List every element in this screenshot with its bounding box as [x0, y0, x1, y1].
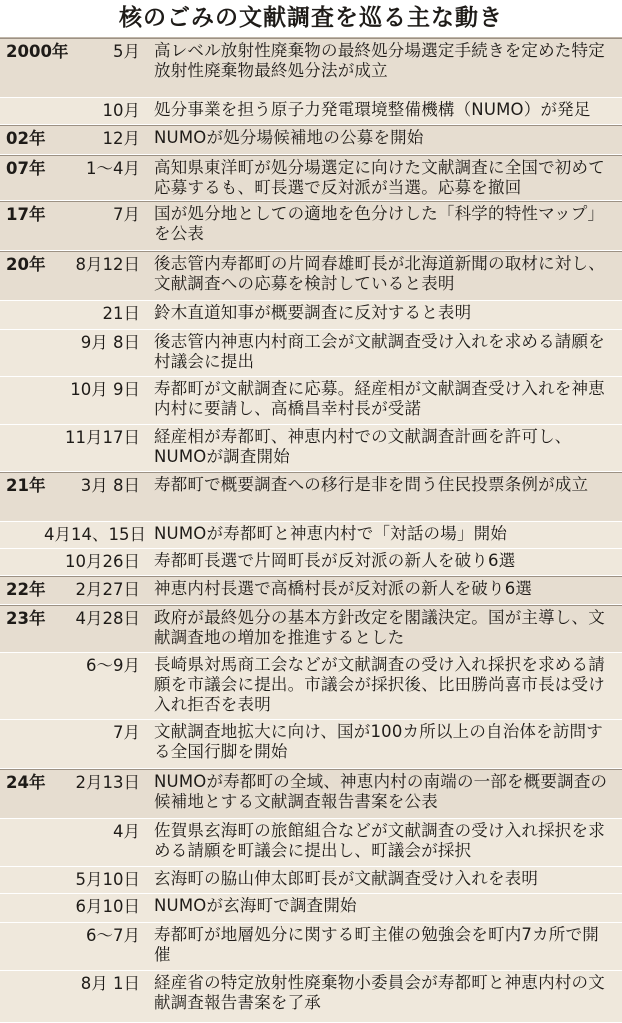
timeline-entry — [0, 201, 622, 251]
entry-description: 経産省の特定放射性廃棄物小委員会が寿都町と神恵内村の文献調査報告書案を了承 — [154, 973, 605, 1012]
entry-date: 4月28日 — [75, 609, 140, 628]
timeline-entry — [0, 377, 622, 425]
entry-date: 5月 — [113, 42, 140, 61]
entry-date: 6〜9月 — [86, 656, 140, 675]
timeline-entry — [0, 720, 622, 769]
entry-date: 3月 8日 — [80, 476, 140, 495]
timeline-entry — [0, 38, 622, 98]
entry-date: 21日 — [102, 304, 140, 323]
entry-year: 2000年 — [6, 42, 69, 61]
entry-year — [0, 301, 44, 329]
entry-year — [0, 549, 44, 575]
timeline-entry — [0, 867, 622, 894]
timeline-entry — [0, 155, 622, 201]
entry-description: 佐賀県玄海町の旅館組合などが文献調査の受け入れ採択を求める請願を町議会に提出し、町議会が採択 — [154, 821, 605, 860]
entry-year — [0, 923, 44, 970]
entry-description: 高レベル放射性廃棄物の最終処分場選定手続きを定めた特定放射性廃棄物最終処分法が成立 — [154, 41, 605, 80]
entry-date: 10月 — [102, 101, 140, 120]
entry-year — [0, 522, 44, 548]
entry-year — [0, 720, 44, 768]
entry-date: 1〜4月 — [86, 159, 140, 178]
entry-year — [0, 867, 44, 893]
entry-description: 後志管内神恵内村商工会が文献調査受け入れを求める請願を村議会に提出 — [154, 332, 605, 371]
entry-year: 02年 — [6, 129, 46, 148]
timeline-entry — [0, 769, 622, 819]
entry-date: 4月 — [113, 822, 140, 841]
entry-year: 22年 — [6, 580, 46, 599]
entry-description: 文献調査地拡大に向け、国が100カ所以上の自治体を訪問する全国行脚を開始 — [154, 722, 603, 761]
entry-description: NUMOが玄海町で調査開始 — [154, 896, 357, 915]
timeline-entry — [0, 576, 622, 605]
entry-year — [0, 653, 44, 719]
entry-description: 鈴木直道知事が概要調査に反対すると表明 — [154, 303, 472, 322]
entry-date: 7月 — [113, 205, 140, 224]
entry-date: 6〜7月 — [86, 926, 140, 945]
timeline-entry — [0, 605, 622, 653]
entry-date: 8月12日 — [75, 255, 140, 274]
timeline-entry — [0, 923, 622, 971]
timeline-entry — [0, 125, 622, 155]
entry-year: 21年 — [6, 476, 46, 495]
entry-description: 長崎県対馬商工会などが文献調査の受け入れ採択を求める請願を市議会に提出。市議会が採択後、比田勝尚喜市長は受け入れ拒否を表明 — [154, 655, 605, 714]
timeline-table — [0, 37, 622, 1023]
entry-date: 7月 — [113, 723, 140, 742]
entry-year: 07年 — [6, 159, 46, 178]
entry-description: 寿都町が文献調査に応募。経産相が文献調査受け入れを神恵内村に要請し、高橋昌幸村長が受諾 — [154, 379, 605, 418]
page-title: 核のごみの文献調査を巡る主な動き — [0, 0, 622, 37]
timeline-entry — [0, 971, 622, 1023]
entry-date: 2月27日 — [75, 580, 140, 599]
entry-year — [0, 971, 44, 1022]
entry-date: 10月26日 — [65, 552, 140, 571]
entry-year — [0, 98, 44, 124]
timeline-entry — [0, 819, 622, 867]
entry-year: 20年 — [6, 255, 46, 274]
entry-description: NUMOが処分場候補地の公募を開始 — [154, 128, 424, 147]
entry-description: 後志管内寿都町の片岡春雄町長が北海道新聞の取材に対し、文献調査への応募を検討していると表明 — [154, 254, 605, 293]
entry-date: 8月 1日 — [80, 974, 140, 993]
entry-year — [0, 377, 44, 424]
entry-date: 6月10日 — [75, 897, 140, 916]
timeline-entry — [0, 425, 622, 472]
entry-description: NUMOが寿都町と神恵内村で「対話の場」開始 — [154, 524, 508, 543]
timeline-entry — [0, 549, 622, 576]
timeline-entry — [0, 251, 622, 301]
entry-year: 24年 — [6, 773, 46, 792]
entry-date: 9月 8日 — [80, 333, 140, 352]
entry-description: 寿都町長選で片岡町長が反対派の新人を破り6選 — [154, 551, 516, 570]
entry-description: 高知県東洋町が処分場選定に向けた文献調査に全国で初めて応募するも、町長選で反対派が当選。応募を撤回 — [154, 158, 605, 197]
entry-date: 10月 9日 — [70, 380, 140, 399]
timeline-entry — [0, 522, 622, 549]
entry-description: 処分事業を担う原子力発電環境整備機構（NUMO）が発足 — [154, 100, 591, 119]
entry-description: 寿都町が地層処分に関する町主催の勉強会を町内7カ所で開催 — [154, 925, 599, 964]
entry-year — [0, 819, 44, 866]
entry-year: 17年 — [6, 205, 46, 224]
entry-date: 2月13日 — [75, 773, 140, 792]
timeline-entry — [0, 301, 622, 330]
entry-date: 11月17日 — [65, 428, 140, 447]
entry-description: 経産相が寿都町、神恵内村での文献調査計画を許可し、NUMOが調査開始 — [154, 427, 572, 466]
entry-date: 5月10日 — [75, 870, 140, 889]
entry-year — [0, 425, 44, 471]
entry-description: 寿都町で概要調査への移行是非を問う住民投票条例が成立 — [154, 475, 589, 494]
entry-description: NUMOが寿都町の全域、神恵内村の南端の一部を概要調査の候補地とする文献調査報告書案を公表 — [154, 772, 608, 811]
timeline-entry — [0, 98, 622, 125]
entry-description: 玄海町の脇山伸太郎町長が文献調査受け入れを表明 — [154, 869, 539, 888]
entry-description: 神恵内村長選で高橋村長が反対派の新人を破り6選 — [154, 579, 533, 598]
entry-description: 政府が最終処分の基本方針改定を閣議決定。国が主導し、文献調査地の増加を推進するとした — [154, 608, 605, 647]
entry-date: 12月 — [102, 129, 140, 148]
entry-date: 4月14、15日 — [44, 525, 146, 544]
entry-year — [0, 330, 44, 376]
entry-year: 23年 — [6, 609, 46, 628]
timeline-entry — [0, 894, 622, 923]
timeline-entry — [0, 472, 622, 522]
entry-year — [0, 894, 44, 922]
entry-description: 国が処分地としての適地を色分けした「科学的特性マップ」を公表 — [154, 204, 605, 243]
timeline-entry — [0, 330, 622, 377]
timeline-entry — [0, 653, 622, 720]
